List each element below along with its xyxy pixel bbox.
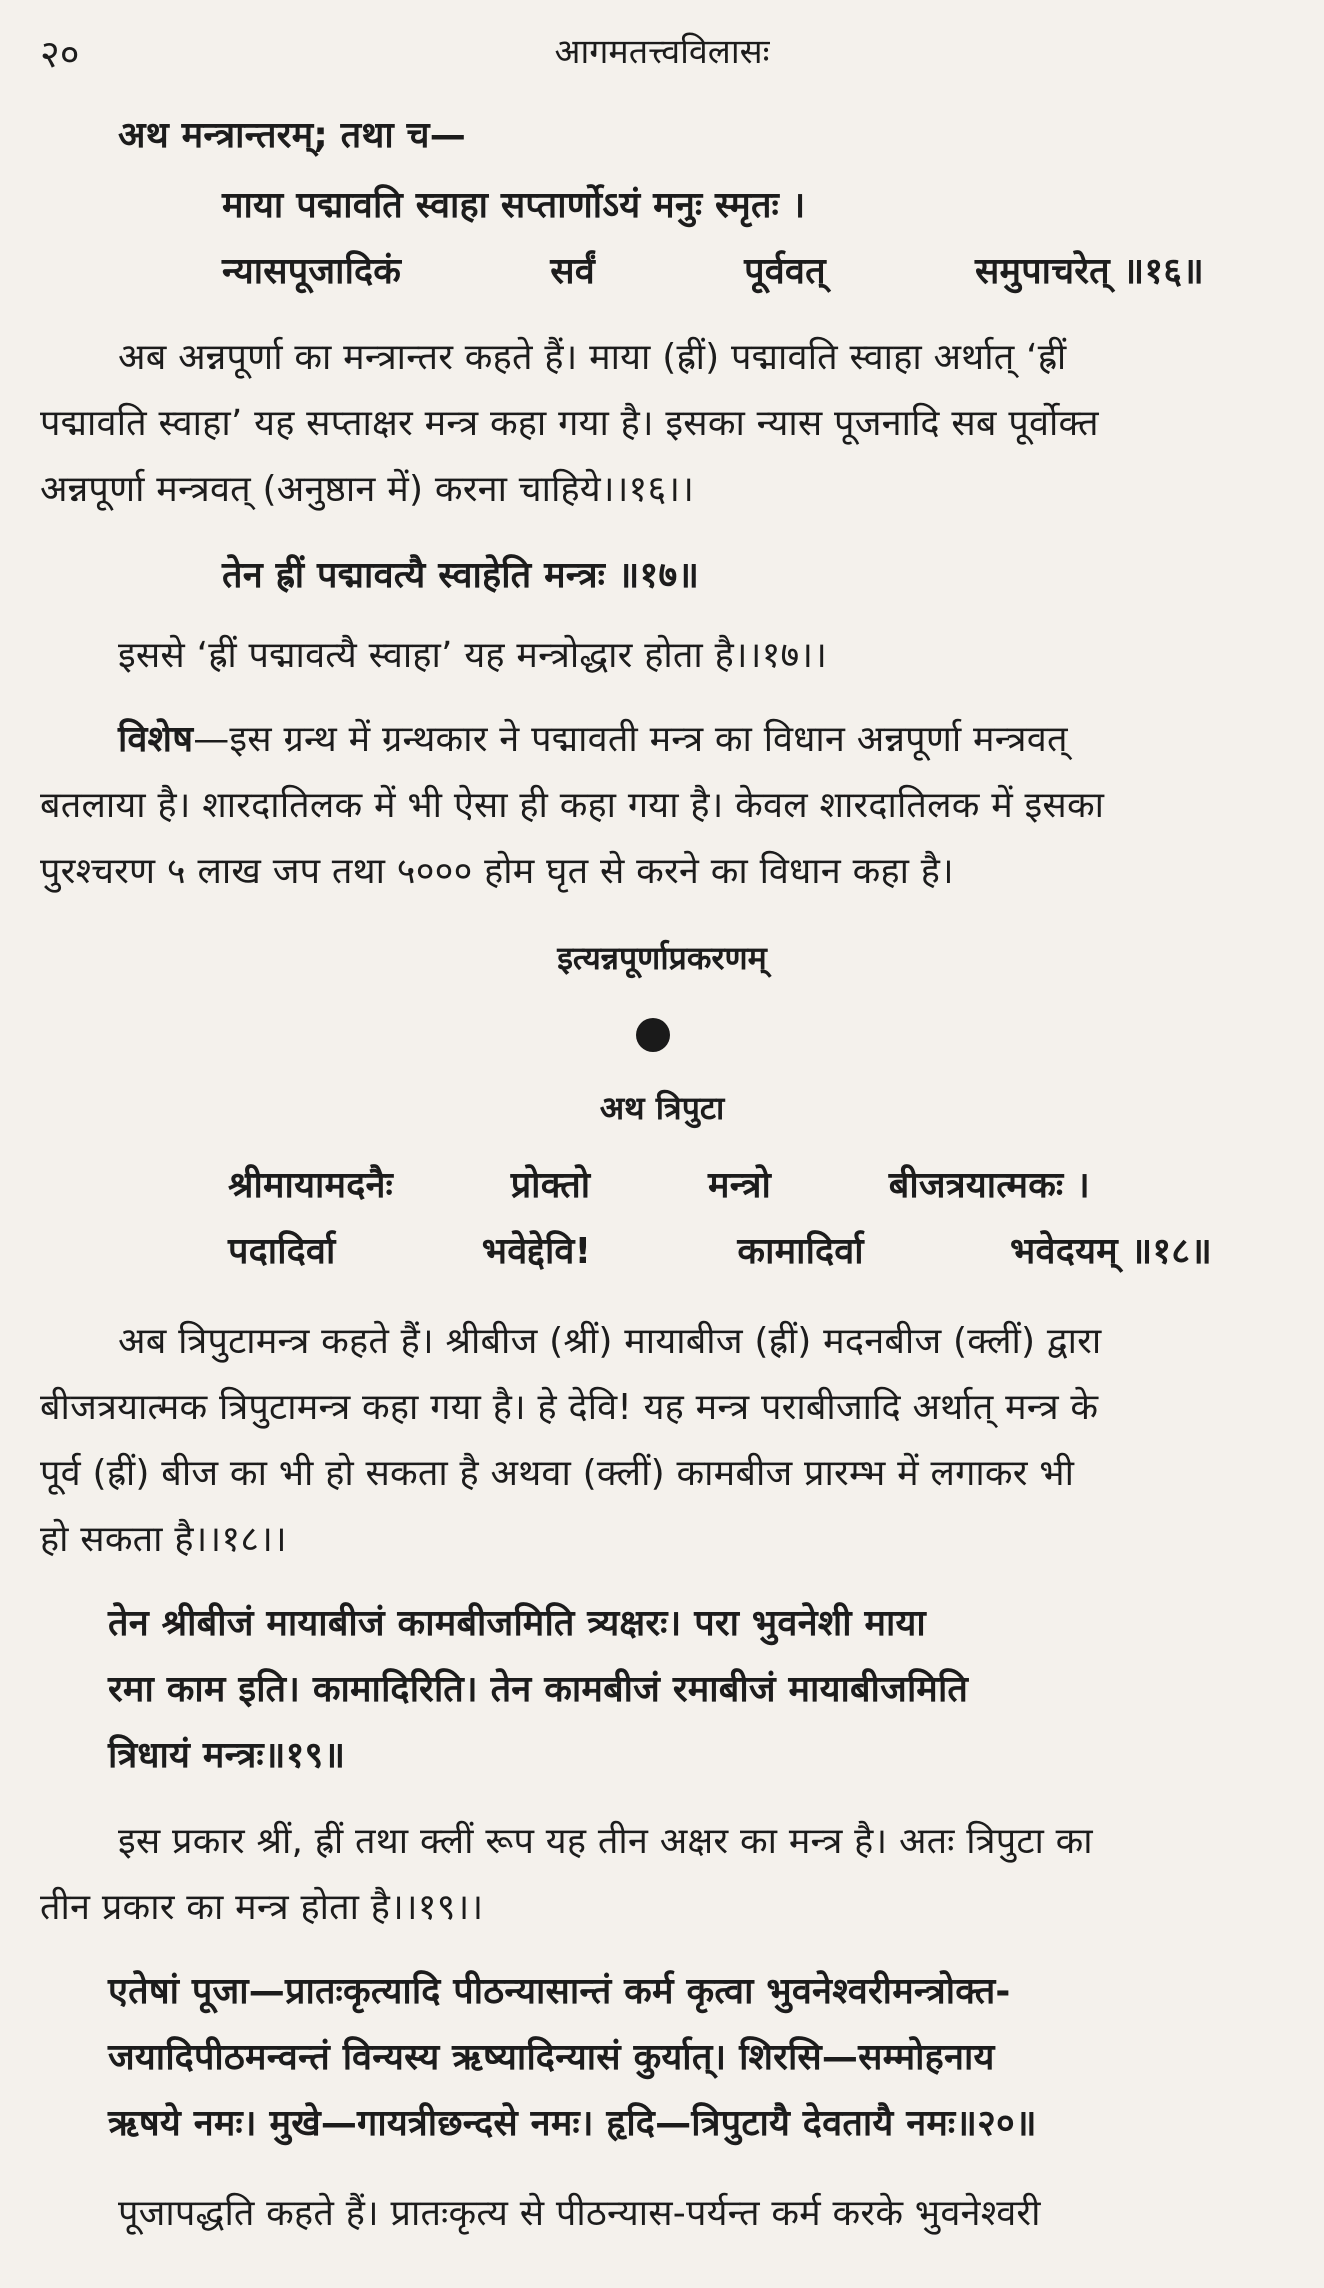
mantra-17: तेन ह्रीं पद्मावत्यै स्वाहेति मन्त्रः ॥१७॥ (222, 555, 700, 596)
para-18-line-2: बीजत्रयात्मक त्रिपुटामन्त्र कहा गया है। हे देवि! यह मन्त्र पराबीजादि अर्थात् मन्त्र के (40, 1387, 1099, 1428)
mantra-19-line-1: तेन श्रीबीजं मायाबीजं कामबीजमिति त्र्यक्षरः। परा भुवनेशी माया (108, 1603, 926, 1644)
page-number: २० (40, 32, 80, 76)
para-16-line-2: पद्मावति स्वाहा’ यह सप्ताक्षर मन्त्र कहा गया है। इसका न्यास पूजनादि सब पूर्वोक्त (40, 403, 1099, 444)
vishesh-line-3: पुरश्चरण ५ लाख जप तथा ५००० होम घृत से करने का विधान कहा है। (40, 851, 954, 892)
verse-16-line-2 (222, 248, 1204, 296)
para-17: इससे ‘ह्रीं पद्मावत्यै स्वाहा’ यह मन्त्रोद्धार होता है।।१७।। (118, 635, 828, 676)
verse-18-line-2 (228, 1228, 1212, 1276)
para-19-line-1: इस प्रकार श्रीं, ह्रीं तथा क्लीं रूप यह तीन अक्षर का मन्त्र है। अतः त्रिपुटा का (118, 1821, 1093, 1862)
section-separator-dot (636, 1018, 670, 1052)
book-title: आगमतत्त्वविलासः (554, 32, 770, 72)
mantra-19-line-3: त्रिधायं मन्त्रः॥१९॥ (108, 1735, 346, 1776)
para-18-line-3: पूर्व (ह्रीं) बीज का भी हो सकता है अथवा (क्लीं) कामबीज प्रारम्भ में लगाकर भी (40, 1453, 1075, 1494)
puja-20-line-1: एतेषां पूजा—प्रातःकृत्यादि पीठन्यासान्तं कर्म कृत्वा भुवनेश्वरीमन्त्रोक्त- (108, 1971, 1011, 2012)
puja-20-line-2: जयादिपीठमन्वन्तं विन्यस्य ऋष्यादिन्यासं कुर्यात्। शिरसि—सम्मोहनाय (108, 2037, 995, 2078)
verse-word: कामादिर्वा (737, 1231, 864, 1272)
section-end-title: इत्यन्नपूर्णाप्रकरणम् (557, 939, 767, 977)
verse-word: समुपाचरेत् ॥१६॥ (974, 251, 1204, 292)
verse-word: पदादिर्वा (228, 1231, 336, 1272)
verse-18-line-1 (228, 1162, 1090, 1210)
vishesh-text: —इस ग्रन्थ में ग्रन्थकार ने पद्मावती मन्त्र का विधान अन्नपूर्णा मन्त्रवत् (193, 719, 1068, 760)
verse-word: भवेद्देवि! (481, 1231, 592, 1272)
verse-16-line-1: माया पद्मावति स्वाहा सप्तार्णोऽयं मनुः स्मृतः । (222, 185, 806, 226)
section-title: अथ त्रिपुटा (599, 1089, 725, 1127)
vishesh-line-1 (118, 716, 1068, 764)
mantrantara-intro: अथ मन्त्रान्तरम्; तथा च— (118, 115, 466, 156)
verse-word: पूर्ववत् (744, 251, 826, 292)
verse-word: श्रीमायामदनैः (228, 1165, 393, 1206)
para-20-line-1: पूजापद्धति कहते हैं। प्रातःकृत्य से पीठन्यास-पर्यन्त कर्म करके भुवनेश्वरी (118, 2193, 1041, 2234)
mantra-19-line-2: रमा काम इति। कामादिरिति। तेन कामबीजं रमाबीजं मायाबीजमिति (108, 1669, 969, 1710)
para-19-line-2: तीन प्रकार का मन्त्र होता है।।१९।। (40, 1887, 484, 1928)
verse-word: सर्वं (550, 251, 595, 292)
vishesh-line-2: बतलाया है। शारदातिलक में भी ऐसा ही कहा गया है। केवल शारदातिलक में इसका (40, 785, 1105, 826)
para-16-line-1: अब अन्नपूर्णा का मन्त्रान्तर कहते हैं। माया (ह्रीं) पद्मावति स्वाहा अर्थात् ‘ह्रीं (118, 337, 1067, 378)
para-18-line-4: हो सकता है।।१८।। (40, 1519, 287, 1560)
verse-word: भवेदयम् ॥१८॥ (1010, 1231, 1212, 1272)
verse-word: प्रोक्तो (510, 1165, 591, 1206)
puja-20-line-3: ऋषये नमः। मुखे—गायत्रीछन्दसे नमः। हृदि—त्रिपुटायै देवतायै नमः॥२०॥ (108, 2103, 1037, 2144)
para-16-line-3: अन्नपूर्णा मन्त्रवत् (अनुष्ठान में) करना चाहिये।।१६।। (40, 469, 695, 510)
verse-word: न्यासपूजादिकं (222, 251, 402, 292)
vishesh-label: विशेष (118, 719, 194, 760)
para-18-line-1: अब त्रिपुटामन्त्र कहते हैं। श्रीबीज (श्रीं) मायाबीज (ह्रीं) मदनबीज (क्लीं) द्वारा (118, 1321, 1102, 1362)
verse-word: मन्त्रो (708, 1165, 772, 1206)
verse-word: बीजत्रयात्मकः । (888, 1165, 1090, 1206)
